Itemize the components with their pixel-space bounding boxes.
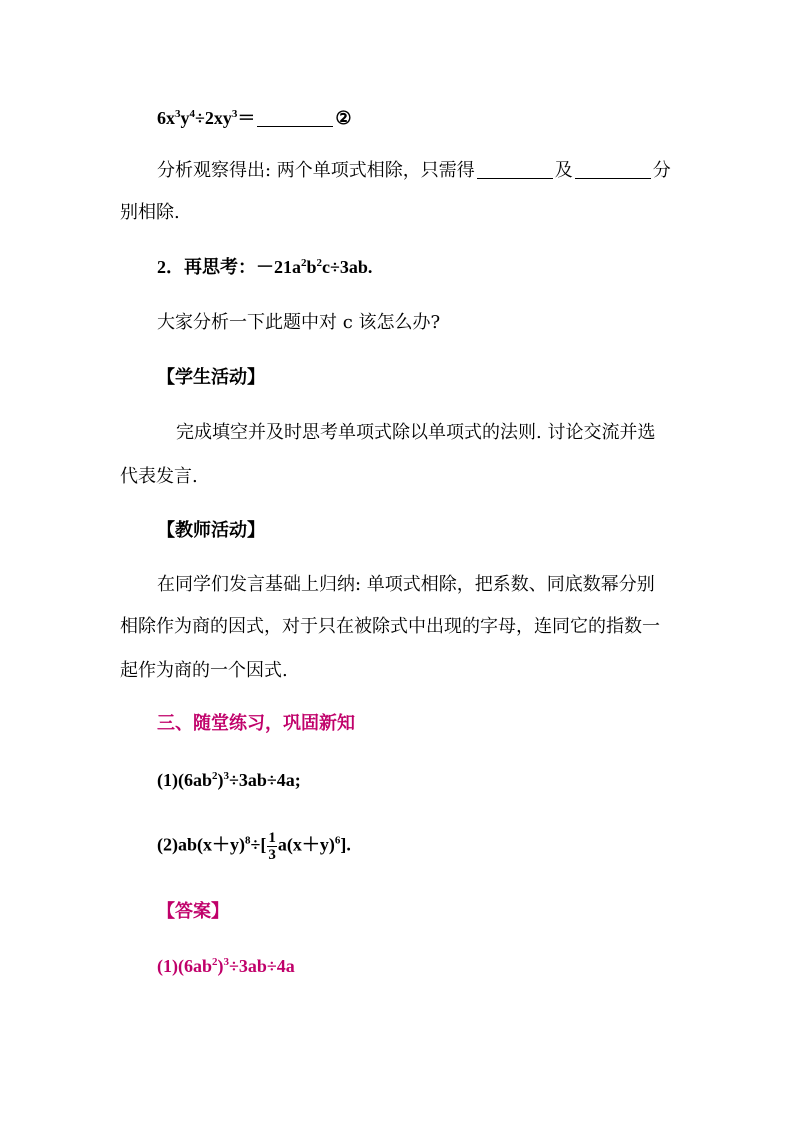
student-activity-heading: 【学生活动】 — [157, 367, 265, 388]
answer-1: $(1)(6ab^2)^3\div 3ab\div 4a$ — [157, 956, 295, 976]
teacher-activity-heading: 【教师活动】 — [157, 520, 265, 541]
expression-line-2: $6x^3y^4\div 2xy^3=$ ② — [157, 108, 352, 128]
analysis-line: 分析观察得出: 两个单项式相除，只需得 及 分 — [157, 160, 671, 181]
teacher-text-line-3: 起作为商的一个因式. — [120, 660, 288, 681]
section-3-heading: 三、随堂练习，巩固新知 — [157, 713, 355, 734]
fill-blank — [477, 160, 553, 179]
student-text-line-2: 代表发言. — [120, 466, 198, 487]
exercise-1: $(1)(6ab^2)^3\div 3ab\div 4a$; — [157, 770, 301, 790]
analysis-line-continued: 别相除. — [120, 202, 180, 223]
question-line: 大家分析一下此题中对 c 该怎么办? — [157, 312, 441, 333]
exercise-2: $(2)ab(x+y)^8\div$[ $\frac{1}{3}$ $a(x+y)^6$]. — [157, 830, 351, 863]
fraction: $\frac{1}{3}$ — [268, 830, 276, 863]
answer-heading: 【答案】 — [157, 901, 229, 922]
fill-blank — [575, 160, 651, 179]
student-text-line-1: 完成填空并及时思考单项式除以单项式的法则. 讨论交流并选 — [176, 422, 656, 443]
teacher-text-line-2: 相除作为商的因式，对于只在被除式中出现的字母，连同它的指数一 — [120, 616, 660, 637]
teacher-text-line-1: 在同学们发言基础上归纳: 单项式相除，把系数、同底数幂分别 — [157, 574, 655, 595]
fill-blank — [257, 108, 333, 127]
rethink-line: 2．再思考：$-21a^2b^2c\div 3ab$. — [157, 257, 373, 277]
